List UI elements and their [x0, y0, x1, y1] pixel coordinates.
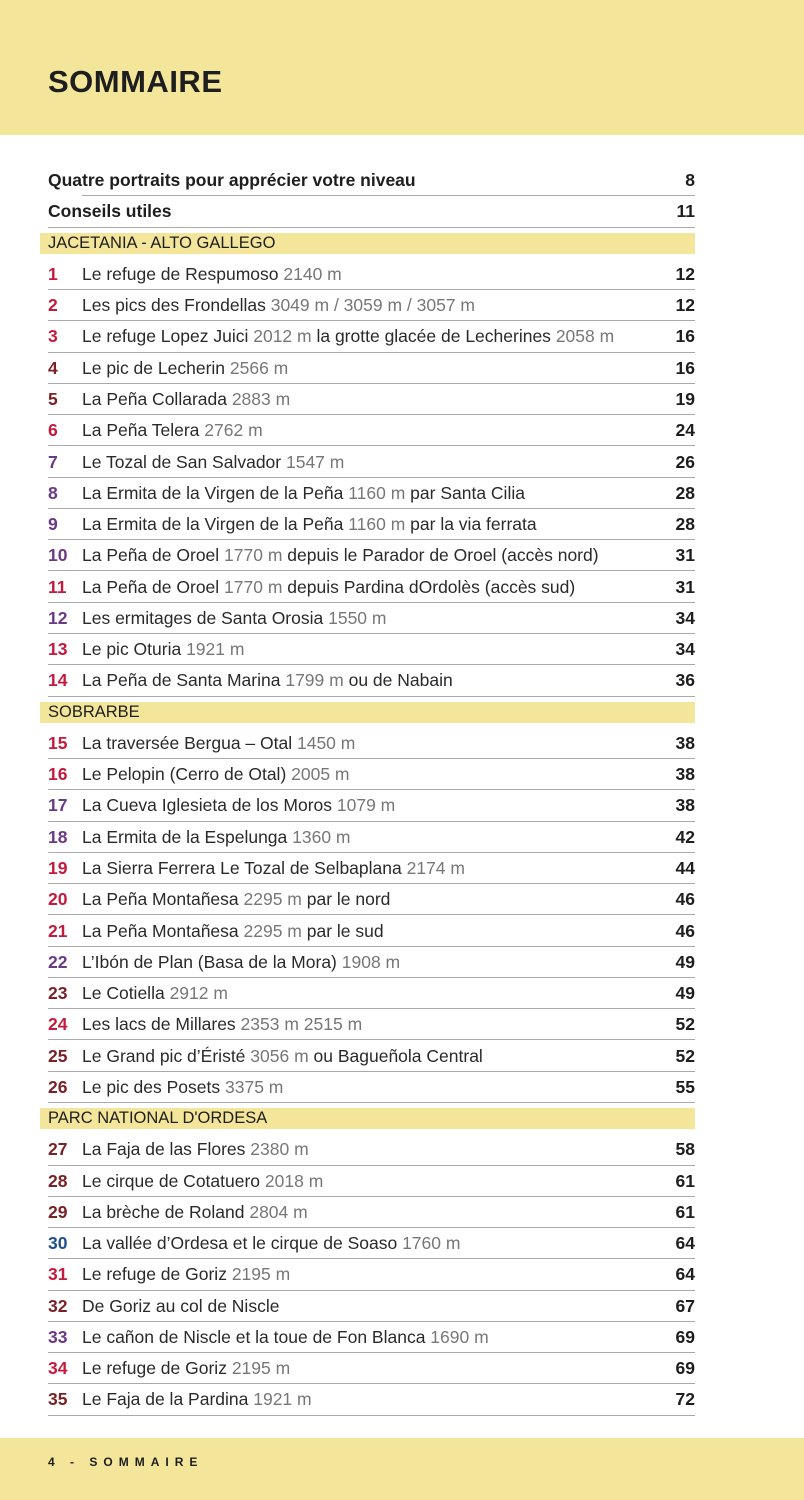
title-text: Le Faja de la Pardina — [82, 1389, 254, 1410]
entry-page: 61 — [675, 1201, 695, 1222]
altitude: 1550 m — [328, 607, 387, 628]
entry-page: 64 — [675, 1264, 695, 1285]
altitude: 1690 m — [430, 1326, 489, 1347]
entry-page: 58 — [675, 1139, 695, 1160]
altitude: 1921 m — [186, 639, 245, 660]
title-text: Le Cotiella — [82, 983, 170, 1004]
table-of-contents — [48, 165, 695, 1416]
entry-page: 34 — [675, 639, 695, 660]
title-text: La Peña de Oroel — [82, 576, 225, 597]
entry-page: 8 — [685, 170, 695, 191]
entry-title — [82, 452, 655, 473]
title-text: par le sud — [301, 920, 384, 941]
section-header — [48, 228, 695, 259]
route-number: 35 — [48, 1389, 68, 1410]
title-text: L’Ibón de Plan (Basa de la Mora) — [82, 951, 342, 972]
entry-page: 31 — [675, 576, 695, 597]
title-text: la grotte glacée de Lecherines — [311, 326, 556, 347]
entry-title — [82, 764, 655, 785]
toc-entry[interactable] — [48, 759, 695, 790]
entry-page: 28 — [675, 514, 695, 535]
altitude: 1450 m — [296, 732, 356, 753]
entry-page: 64 — [675, 1233, 695, 1254]
route-number: 32 — [48, 1295, 68, 1316]
title-text: De Goriz au col de Niscle — [82, 1295, 280, 1316]
toc-entry[interactable] — [48, 446, 695, 477]
entry-title — [82, 1077, 655, 1098]
title-text: La Ermita de la Virgen de la Peña — [82, 514, 349, 535]
route-number: 1 — [48, 263, 58, 284]
toc-entry[interactable] — [48, 915, 695, 946]
title-text: La Ermita de la Virgen de la Peña — [82, 482, 349, 503]
entry-title — [82, 1139, 655, 1160]
title-text: La Peña Montañesa — [82, 889, 244, 910]
route-number: 13 — [48, 639, 68, 660]
title-text: La Peña de Oroel — [82, 545, 225, 566]
altitude: 1760 m — [402, 1233, 461, 1254]
title-text: La vallée d’Ordesa et le cirque de Soaso — [82, 1233, 403, 1254]
title-text: Le refuge de Goriz — [82, 1358, 232, 1379]
route-number: 30 — [48, 1233, 68, 1254]
toc-entry[interactable] — [48, 1384, 695, 1415]
toc-entry[interactable] — [48, 196, 695, 227]
entry-title — [82, 889, 655, 910]
route-number: 25 — [48, 1045, 68, 1066]
toc-entry[interactable] — [48, 1353, 695, 1384]
altitude: 2380 m — [250, 1139, 309, 1160]
entry-page: 55 — [675, 1076, 695, 1097]
entry-page: 69 — [675, 1358, 695, 1379]
route-number: 4 — [48, 357, 58, 378]
entry-page: 49 — [675, 983, 695, 1004]
entry-title — [82, 1171, 655, 1192]
title-text: Les ermitages de Santa Orosia — [82, 607, 329, 628]
toc-entry[interactable] — [48, 1166, 695, 1197]
entry-page: 16 — [675, 357, 695, 378]
entry-page: 16 — [675, 326, 695, 347]
entry-page: 72 — [675, 1389, 695, 1410]
entry-page: 12 — [675, 295, 695, 316]
toc-entry[interactable] — [48, 728, 695, 759]
route-number: 12 — [48, 607, 68, 628]
toc-entry[interactable] — [48, 1259, 695, 1290]
title-text: La Peña de Santa Marina — [82, 670, 286, 691]
route-number: 33 — [48, 1326, 68, 1347]
entry-title — [82, 1202, 655, 1223]
title-text: La Cueva Iglesieta de los Moros — [82, 795, 337, 816]
toc-entry[interactable] — [48, 603, 695, 634]
footer-page-number: 4 — [48, 1455, 61, 1469]
entry-page: 38 — [675, 764, 695, 785]
toc-entry[interactable] — [48, 509, 695, 540]
altitude: 1921 m — [253, 1389, 312, 1410]
toc-entry[interactable] — [48, 571, 695, 602]
entry-title — [82, 952, 655, 973]
route-number: 2 — [48, 295, 58, 316]
altitude: 2140 m — [283, 263, 342, 284]
altitude: 2018 m — [264, 1170, 324, 1191]
toc-entry[interactable] — [48, 384, 695, 415]
altitude: 1770 m — [224, 545, 283, 566]
entry-page: 49 — [675, 951, 695, 972]
altitude: 3056 m — [250, 1045, 309, 1066]
entry-page: 46 — [675, 920, 695, 941]
entry-title — [82, 1296, 655, 1317]
toc-entry[interactable] — [48, 634, 695, 665]
entry-title — [82, 733, 655, 754]
toc-entry[interactable] — [48, 665, 695, 696]
title-text: La Peña Telera — [82, 420, 205, 441]
route-number: 14 — [48, 670, 68, 691]
entry-page: 36 — [675, 670, 695, 691]
route-number: 18 — [48, 826, 68, 847]
page-title: SOMMAIRE — [48, 64, 223, 99]
entry-title — [82, 1389, 655, 1410]
title-text: La Faja de las Flores — [82, 1139, 251, 1160]
route-number: 15 — [48, 732, 68, 753]
toc-entry[interactable] — [48, 978, 695, 1009]
entry-page: 12 — [675, 263, 695, 284]
entry-title — [82, 1046, 655, 1067]
footer-separator: - — [70, 1455, 81, 1469]
toc-entry[interactable] — [48, 790, 695, 821]
title-text: depuis le Parador de Oroel (accès nord) — [282, 545, 599, 566]
toc-entry[interactable] — [48, 1291, 695, 1322]
altitude: 2058 m — [555, 326, 615, 347]
entry-page: 38 — [675, 732, 695, 753]
route-number: 19 — [48, 857, 68, 878]
entry-title — [82, 639, 655, 660]
route-number: 34 — [48, 1358, 68, 1379]
title-text: Les lacs de Millares — [82, 1014, 241, 1035]
entry-page: 28 — [675, 482, 695, 503]
title-text: La Peña Collarada — [82, 388, 232, 409]
entry-title: Conseils utiles — [48, 201, 172, 222]
altitude: 3049 m / 3059 m / 3057 m — [270, 295, 476, 316]
toc-entry[interactable] — [48, 1009, 695, 1040]
entry-page: 26 — [675, 451, 695, 472]
altitude: 2912 m — [169, 983, 228, 1004]
altitude: 2174 m — [406, 857, 465, 878]
route-number: 17 — [48, 795, 68, 816]
altitude: 2353 m 2515 m — [240, 1014, 363, 1035]
toc-entry[interactable] — [48, 822, 695, 853]
toc-entry[interactable] — [48, 540, 695, 571]
altitude: 1547 m — [285, 451, 345, 472]
route-number: 8 — [48, 482, 58, 503]
title-text: La Ermita de la Espelunga — [82, 826, 293, 847]
route-number: 6 — [48, 420, 58, 441]
title-text: Le Tozal de San Salvador — [82, 451, 286, 472]
route-number: 7 — [48, 451, 58, 472]
footer-label: SOMMAIRE — [89, 1455, 204, 1469]
route-number: 28 — [48, 1170, 68, 1191]
altitude: 2005 m — [291, 764, 350, 785]
altitude: 2566 m — [229, 357, 289, 378]
entry-title — [82, 827, 655, 848]
toc-entry[interactable] — [48, 353, 695, 384]
entry-title — [82, 670, 655, 691]
entry-title — [82, 295, 655, 316]
toc-entry[interactable] — [48, 1228, 695, 1259]
entry-title — [82, 358, 655, 379]
route-number: 5 — [48, 388, 58, 409]
altitude: 1799 m — [285, 670, 344, 691]
toc-entry[interactable] — [48, 947, 695, 978]
entry-page: 11 — [676, 201, 695, 222]
entry-title — [82, 608, 655, 629]
entry-title — [82, 1327, 655, 1348]
entry-title — [82, 577, 655, 598]
section-header — [48, 697, 695, 728]
entry-page: 61 — [675, 1170, 695, 1191]
route-number: 26 — [48, 1076, 68, 1097]
altitude: 2762 m — [204, 420, 263, 441]
route-number: 9 — [48, 514, 58, 535]
entry-title — [82, 1264, 655, 1285]
title-text: La traversée Bergua – Otal — [82, 732, 297, 753]
section-header — [48, 1103, 695, 1134]
entry-title — [82, 858, 655, 879]
route-number: 31 — [48, 1264, 68, 1285]
entry-title — [82, 420, 655, 441]
title-text: par Santa Cilia — [405, 482, 525, 503]
altitude: 1160 m — [348, 482, 406, 503]
altitude: 1160 m — [348, 514, 406, 535]
toc-entry[interactable] — [48, 165, 695, 196]
entry-title: Quatre portraits pour apprécier votre niveau — [48, 170, 416, 191]
entry-page: 67 — [675, 1295, 695, 1316]
title-text: Le Grand pic d’Éristé — [82, 1045, 251, 1066]
title-text: Le pic de Lecherin — [82, 357, 230, 378]
altitude: 1360 m — [292, 826, 351, 847]
toc-entry[interactable] — [48, 1197, 695, 1228]
route-number: 27 — [48, 1139, 68, 1160]
route-number: 29 — [48, 1201, 68, 1222]
route-number: 3 — [48, 326, 58, 347]
route-number: 16 — [48, 764, 68, 785]
title-text: depuis Pardina dOrdolès (accès sud) — [282, 576, 576, 597]
toc-entry[interactable] — [48, 1134, 695, 1165]
altitude: 2804 m — [249, 1201, 308, 1222]
altitude: 2012 m — [253, 326, 312, 347]
footer-band — [0, 1438, 804, 1500]
title-text: Le refuge de Goriz — [82, 1264, 232, 1285]
entry-page: 69 — [675, 1326, 695, 1347]
title-text: La Sierra Ferrera Le Tozal de Selbaplana — [82, 857, 407, 878]
toc-entry[interactable] — [48, 415, 695, 446]
entry-title — [82, 983, 655, 1004]
altitude: 3375 m — [225, 1076, 284, 1097]
entry-page: 42 — [675, 826, 695, 847]
route-number: 22 — [48, 951, 68, 972]
title-text: Le pic des Posets — [82, 1076, 225, 1097]
entry-page: 52 — [675, 1045, 695, 1066]
entry-page: 52 — [675, 1014, 695, 1035]
altitude: 2295 m — [243, 920, 302, 941]
toc-entry[interactable] — [48, 884, 695, 915]
altitude: 1908 m — [341, 951, 401, 972]
route-number: 10 — [48, 545, 68, 566]
entry-title — [82, 1358, 655, 1379]
entry-page: 46 — [675, 889, 695, 910]
altitude: 1079 m — [336, 795, 396, 816]
toc-entry[interactable] — [48, 853, 695, 884]
toc-entry[interactable] — [48, 290, 695, 321]
entry-page: 24 — [675, 420, 695, 441]
toc-entry[interactable] — [48, 1040, 695, 1071]
toc-entry[interactable] — [48, 259, 695, 290]
entry-title — [82, 264, 655, 285]
title-text: Le pic Oturia — [82, 639, 187, 660]
entry-title — [82, 326, 655, 347]
entry-page: 38 — [675, 795, 695, 816]
altitude: 2295 m — [243, 889, 302, 910]
title-text: ou de Nabain — [343, 670, 453, 691]
entry-title — [82, 483, 655, 504]
title-text: par le nord — [301, 889, 391, 910]
section-title: JACETANIA - ALTO GALLEGO — [40, 233, 695, 254]
entry-title — [82, 1233, 655, 1254]
entry-title — [82, 545, 655, 566]
title-text: Le cañon de Niscle et la toue de Fon Blanca — [82, 1326, 431, 1347]
title-text: Le Pelopin (Cerro de Otal) — [82, 764, 292, 785]
entry-title — [82, 1014, 655, 1035]
title-text: La Peña Montañesa — [82, 920, 244, 941]
toc-entry[interactable] — [48, 1072, 695, 1103]
title-text: Le cirque de Cotatuero — [82, 1170, 265, 1191]
altitude: 2195 m — [231, 1264, 291, 1285]
toc-entry[interactable] — [48, 1322, 695, 1353]
entry-page: 34 — [675, 607, 695, 628]
title-text: Le refuge Lopez Juici — [82, 326, 254, 347]
title-text: ou Bagueñola Central — [308, 1045, 483, 1066]
entry-title — [82, 389, 655, 410]
route-number: 23 — [48, 983, 68, 1004]
page-footer — [48, 1455, 203, 1469]
toc-entry[interactable] — [48, 478, 695, 509]
title-text: La brèche de Roland — [82, 1201, 250, 1222]
title-text: Les pics des Frondellas — [82, 295, 271, 316]
entry-title — [82, 921, 655, 942]
altitude: 1770 m — [224, 576, 283, 597]
entry-title — [82, 795, 655, 816]
route-number: 11 — [48, 576, 67, 597]
title-text: par la via ferrata — [405, 514, 537, 535]
route-number: 20 — [48, 889, 68, 910]
section-title: PARC NATIONAL D'ORDESA — [40, 1108, 695, 1129]
entry-page: 44 — [675, 857, 695, 878]
entry-page: 31 — [675, 545, 695, 566]
toc-entry[interactable] — [48, 321, 695, 352]
title-text: Le refuge de Respumoso — [82, 263, 284, 284]
entry-page: 19 — [675, 388, 695, 409]
route-number: 24 — [48, 1014, 68, 1035]
route-number: 21 — [48, 920, 68, 941]
altitude: 2195 m — [231, 1358, 291, 1379]
entry-title — [82, 514, 655, 535]
section-title: SOBRARBE — [40, 702, 695, 723]
altitude: 2883 m — [231, 388, 291, 409]
